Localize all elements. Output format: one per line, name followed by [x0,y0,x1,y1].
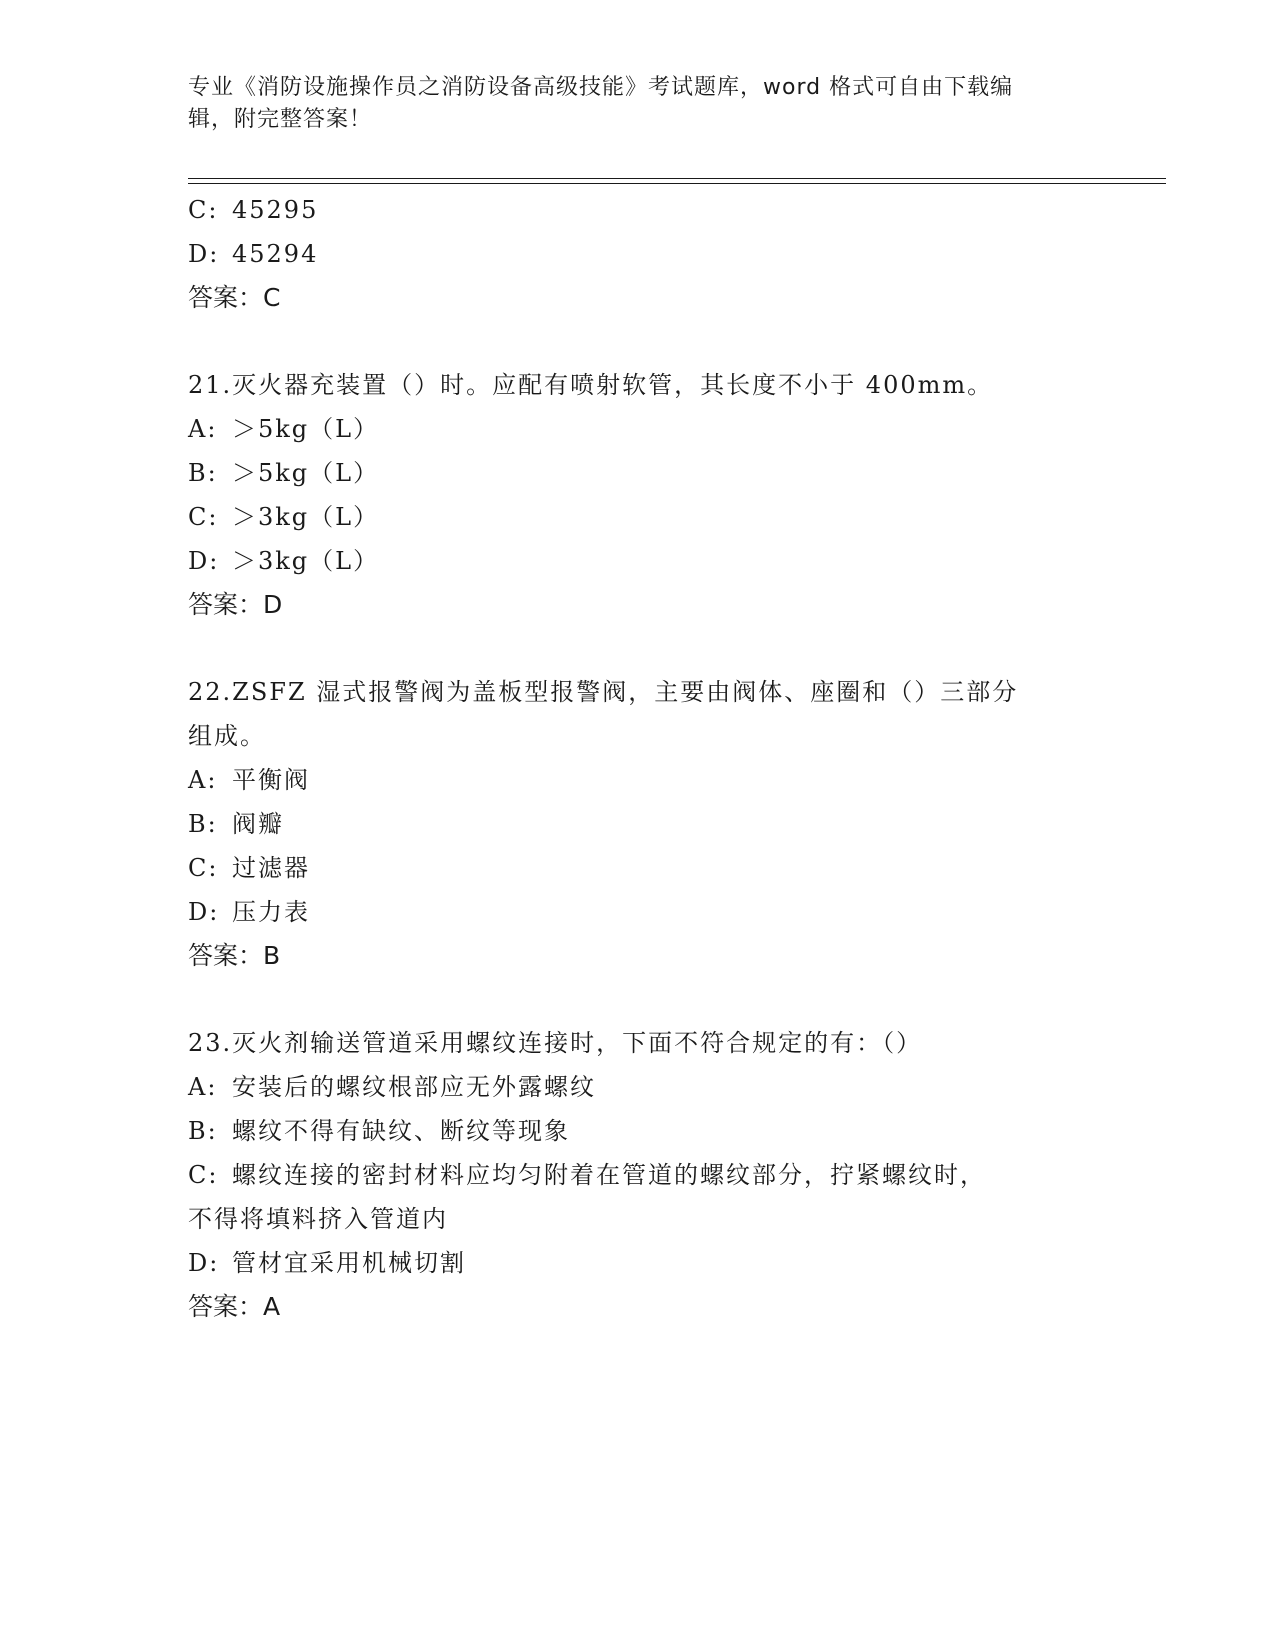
q23-answer: 答案：A [188,1292,281,1321]
prev-option-d [188,231,1088,277]
header-divider-bottom [188,183,1166,184]
option-text: 压力表 [232,898,310,926]
option-text: 管材宜采用机械切割 [232,1249,466,1277]
q22-option-b [188,801,1088,847]
option-text: 过滤器 [232,854,310,882]
q23-option-b [188,1108,1088,1154]
option-label: D: [188,240,220,268]
option-label: D: [188,1249,220,1277]
q22-option-a [188,757,1088,803]
q22-answer: 答案：B [188,941,281,970]
option-label: D: [188,898,220,926]
header-divider-top [188,178,1166,179]
option-text: ＞5kg（L） [232,415,380,443]
option-text: 螺纹连接的密封材料应均匀附着在管道的螺纹部分，拧紧螺纹时， [232,1161,986,1189]
option-text: 45294 [232,240,319,268]
q23-option-c-continuation: 不得将填料挤入管道内 [188,1205,448,1233]
page-header [188,72,1088,136]
option-label: B: [188,810,218,838]
option-label: A: [188,1073,218,1101]
q21-option-a [188,406,1088,452]
option-text: ＞3kg（L） [232,503,380,531]
header-line-2: 辑，附完整答案！ [188,107,373,132]
q21-stem: 21.灭火器充装置（）时。应配有喷射软管，其长度不小于 400mm。 [188,371,994,399]
q23-stem: 23.灭火剂输送管道采用螺纹连接时，下面不符合规定的有：（） [188,1029,923,1057]
option-label: C: [188,503,219,531]
option-text: 阀瓣 [232,810,284,838]
option-text: 螺纹不得有缺纹、断纹等现象 [232,1117,570,1145]
option-text: ＞5kg（L） [232,459,380,487]
q23-option-c [188,1152,1088,1198]
prev-option-c [188,187,1088,233]
q21-answer: 答案：D [188,590,283,619]
option-label: A: [188,766,218,794]
option-label: C: [188,196,219,224]
option-label: D: [188,547,220,575]
q21-option-c [188,494,1088,540]
option-text: ＞3kg（L） [232,547,380,575]
option-text: 安装后的螺纹根部应无外露螺纹 [232,1073,596,1101]
q22-option-c [188,845,1088,891]
option-label: B: [188,459,218,487]
q22-stem-line-2: 组成。 [188,722,266,750]
option-label: C: [188,1161,219,1189]
q22-stem-line-1: 22.ZSFZ 湿式报警阀为盖板型报警阀，主要由阀体、座圈和（）三部分 [188,678,1019,706]
option-label: A: [188,415,218,443]
option-text: 45295 [232,196,319,224]
q21-option-b [188,450,1088,496]
option-label: B: [188,1117,218,1145]
q23-option-d [188,1240,1088,1286]
q21-option-d [188,538,1088,584]
option-text: 平衡阀 [232,766,310,794]
header-line-1: 专业《消防设施操作员之消防设备高级技能》考试题库，word 格式可自由下载编 [188,75,1014,100]
prev-answer: 答案：C [188,283,281,312]
option-label: C: [188,854,219,882]
q23-option-a [188,1064,1088,1110]
q22-option-d [188,889,1088,935]
